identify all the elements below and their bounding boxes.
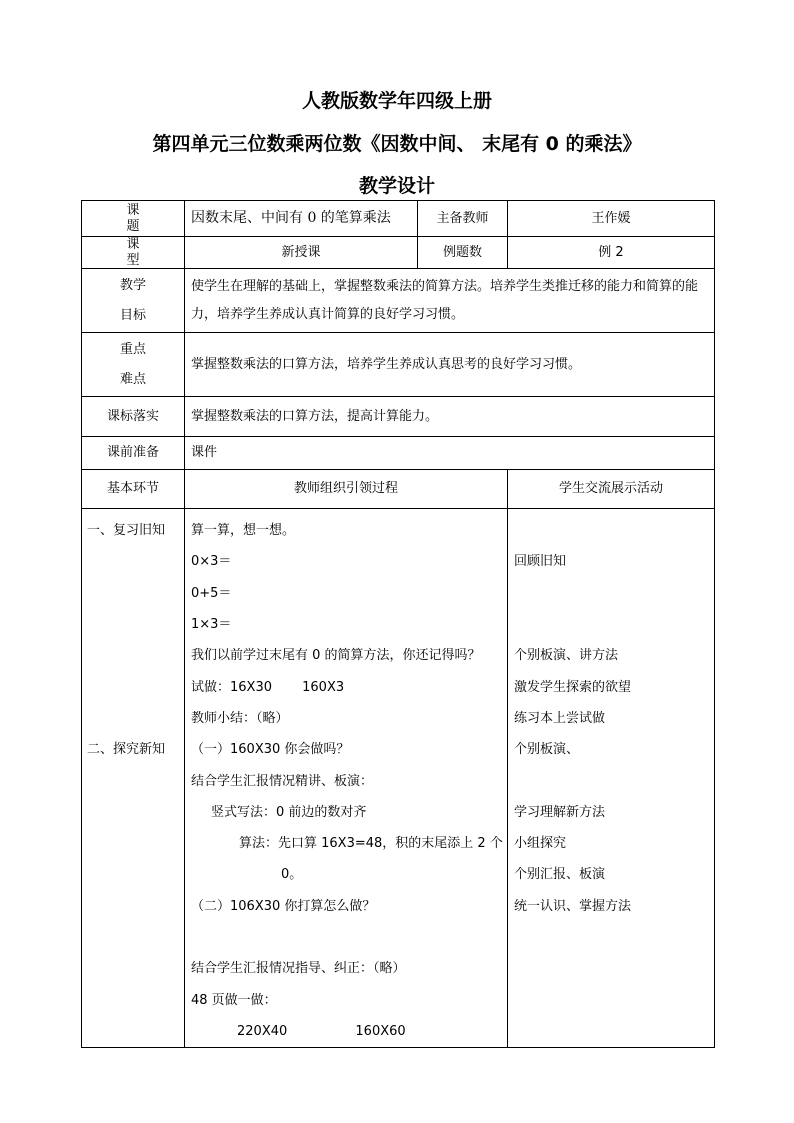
key-points-label (82, 333, 185, 397)
stage-column (82, 509, 185, 1048)
student-line: 个别板演、 (514, 742, 580, 758)
process-header-teacher: 教师组织引领过程 (185, 470, 508, 509)
stage-review: 一、复习旧知 (87, 523, 166, 539)
teacher-line: （一）160X30 你会做吗？ (191, 742, 350, 758)
trial-exercise-2: 160X3 (302, 679, 345, 695)
process-header-row (82, 470, 715, 509)
teacher-line: 结合学生汇报情况精讲、板演： (191, 773, 374, 789)
process-header-student: 学生交流展示活动 (508, 470, 715, 509)
standard-text: 掌握整数乘法的口算方法，提高计算能力。 (185, 397, 715, 437)
type-label: 课 型 (82, 237, 185, 269)
teacher-line: 结合学生汇报情况指导、纠正：（略） (191, 961, 406, 977)
practice-exercise-1: 220X40 (237, 1023, 288, 1039)
teacher-line: 0。 (281, 867, 303, 883)
trial-exercise-1: 试做：16X30 (191, 679, 272, 695)
teacher-line: （二）106X30 你打算怎么做？ (191, 898, 376, 914)
teacher-label: 主备教师 (418, 201, 508, 237)
example-count-label: 例题数 (418, 237, 508, 269)
teacher-process-column (185, 509, 508, 1048)
standard-label: 课标落实 (82, 397, 185, 437)
student-line: 统一认识、掌握方法 (514, 898, 632, 914)
document-subtitle: 第四单元三位数乘两位数《因数中间、 末尾有 0 的乘法》 (152, 133, 642, 155)
topic-label: 课 题 (82, 201, 185, 237)
stage-explore: 二、探究新知 (87, 742, 166, 758)
practice-exercise-2: 160X60 (355, 1023, 406, 1039)
prep-row (82, 437, 715, 470)
key-points-row (82, 333, 715, 397)
student-line: 小组探究 (514, 836, 567, 852)
teacher-line: 算法：先口算 16X3=48，积的末尾添上 2 个 (239, 836, 503, 852)
process-body-row (82, 509, 715, 1048)
key-points-text: 掌握整数乘法的口算方法，培养学生养成认真思考的良好学习习惯。 (185, 333, 715, 397)
teacher-line: 我们以前学过末尾有 0 的简算方法，你还记得吗？ (191, 648, 481, 664)
goal-row (82, 269, 715, 333)
teacher-line: 算一算，想一想。 (191, 523, 296, 539)
document-section-title: 教学设计 (358, 175, 435, 197)
teacher-line: 48 页做一做： (191, 992, 277, 1008)
teacher-line: 0×3＝ (191, 554, 232, 570)
student-line: 学习理解新方法 (514, 804, 606, 820)
key-points-label-line2: 难点 (119, 371, 146, 387)
topic-value: 因数末尾、中间有 0 的笔算乘法 (185, 201, 418, 237)
goal-label (82, 269, 185, 333)
type-value: 新授课 (185, 237, 418, 269)
goal-text: 使学生在理解的基础上，掌握整数乘法的简算方法。培养学生类推迁移的能力和简算的能力，培养学生养成认真计简算的良好学习习惯。 (185, 269, 715, 333)
type-row (82, 237, 715, 269)
teacher-line (191, 672, 501, 703)
teacher-value: 王作媛 (508, 201, 715, 237)
process-header-stage: 基本环节 (82, 470, 185, 509)
prep-label: 课前准备 (82, 437, 185, 470)
teacher-line: 0+5＝ (191, 585, 232, 601)
student-line: 个别汇报、板演 (514, 867, 606, 883)
standard-row (82, 397, 715, 437)
student-activity-column (508, 509, 715, 1048)
student-line: 回顾旧知 (514, 554, 567, 570)
lesson-plan-table (81, 200, 715, 1048)
prep-text: 课件 (185, 437, 715, 470)
example-count-value: 例 2 (508, 237, 715, 269)
teacher-line: 竖式写法：0 前边的数对齐 (211, 804, 367, 820)
student-line: 激发学生探索的欲望 (514, 679, 632, 695)
student-line: 个别板演、讲方法 (514, 648, 619, 664)
document-title: 人教版数学年四级上册 (301, 90, 492, 112)
teacher-line (191, 1016, 501, 1047)
topic-row (82, 201, 715, 237)
goal-label-line1: 教学 (119, 277, 146, 293)
key-points-label-line1: 重点 (119, 341, 146, 357)
teacher-line: 1×3＝ (191, 617, 232, 633)
teacher-line: 教师小结：（略） (191, 710, 289, 726)
goal-label-line2: 目标 (119, 307, 146, 323)
student-line: 练习本上尝试做 (514, 710, 606, 726)
